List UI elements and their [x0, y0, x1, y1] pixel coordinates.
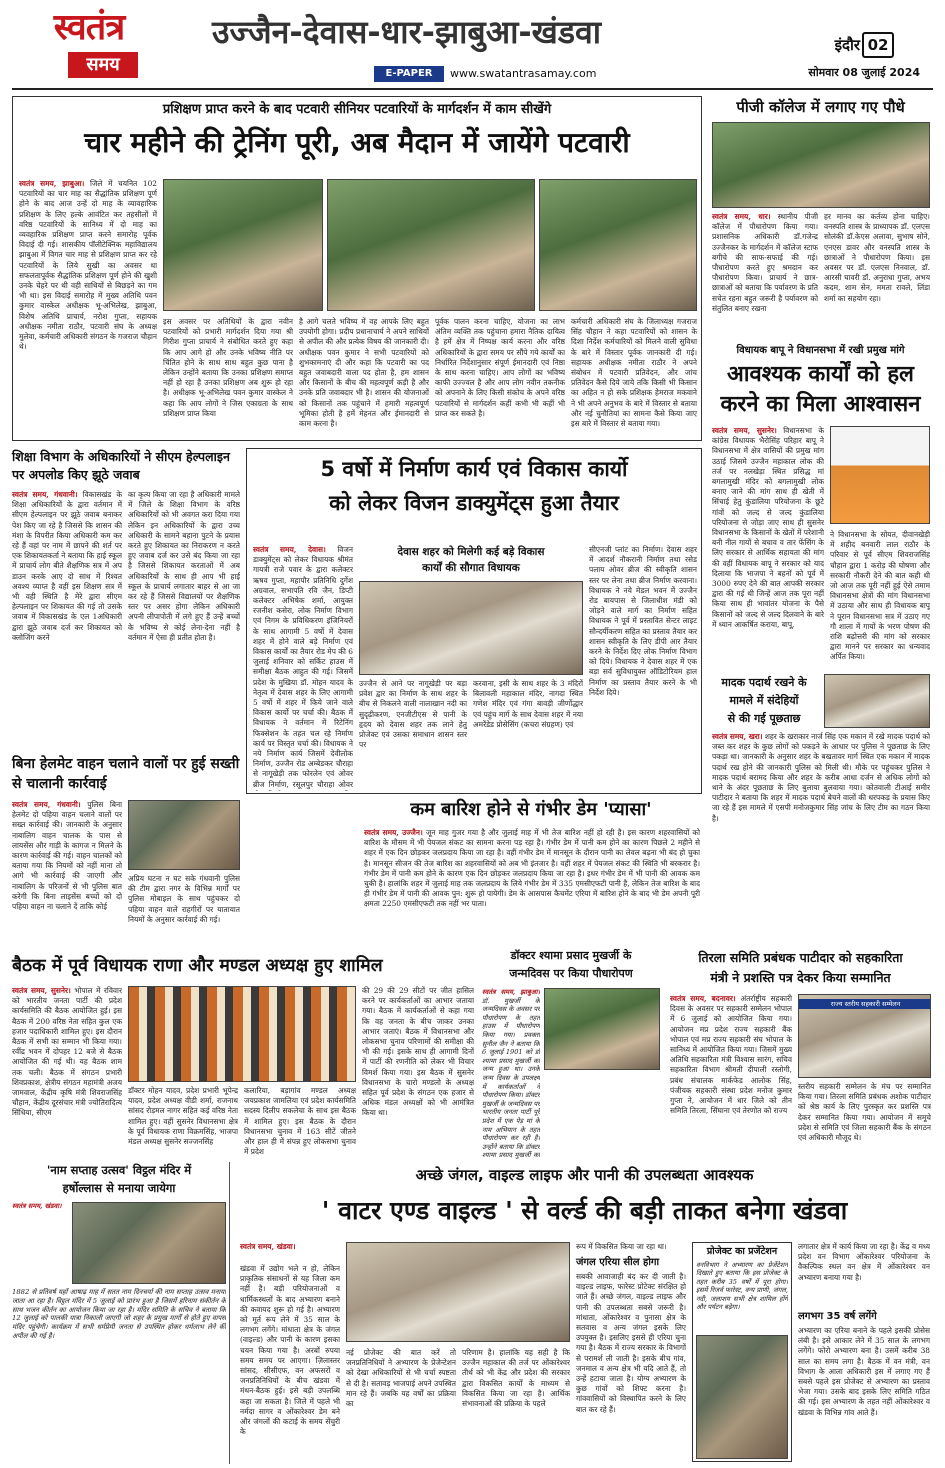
helmet-photo — [128, 800, 240, 870]
masthead-rule — [12, 88, 933, 90]
mukherjee-headline-1: डॉक्टर श्यामा प्रसाद मुखर्जी के — [510, 949, 632, 962]
bapu-portrait — [830, 426, 930, 524]
mp-photo — [824, 674, 930, 728]
helmet-headline: बिना हेलमेट वाहन चलाने वालों पर हुई सख्ती से चालानी कार्रवाई — [12, 756, 240, 792]
pg-col-2: हर मानव का कर्तव्य होना चाहिए। वनस्पति शास्त्र के प्राध्यापक डॉ. एलएस सोलंकी डॉ.केएस अलावा, सुभाष सोने, एनएस डावर और वनस्पति शास्त्र के छात्राओं ने पौधारोपण किया। इस अवसर पर डॉ. एलएस निनवाल, डॉ. आरसी घावरी डॉ. अनुराधा गुप्ता, अभय कदम, शाम सेन, ममता रावले, लिंडा शर्मा का सहयोग रहा। — [824, 212, 930, 303]
vision-col-1-text: विजन डाक्युमेंट्स को लेकर विधायक श्रीमंत गायत्री राजे पवार के द्वारा कलेक्टर ऋषव गुप्ता, महापौर प्रतिनिधि दुर्गेश अग्रवाल, सभापति रवि जैन, डिप्टी कलेक्टर अभिषेक शर्मा, आयुक्त रजनीश कसेरा, लोक निर्माण विभाग एवं निगम के प्रविधिकरण इंजिनियरों के साथ आगामी 5 वर्षो में देवास शहर में होने वाले बड़े निर्माण एवं विकास कार्यों का तैयार रोड मेप की 6 जुलाई शनिवार को सर्किट हाउस में समीक्षा बैठक आहुत की गई। जिसमें प्रदेश के मुखिया डॉ. मोहन यादव के नेतृत्व में देवास शहर के लिए आगामी 5 वर्षो में शहर में किये जाने वाले विकास कार्यो पर चर्चा की। बैठक में विधायक ने वर्तमान में रिटेनिंग फिक्सेशन के तहत चल रहे निर्माण कार्य पर विस्तृत चर्चा की। विधायक ने नये निर्माण कार्य जिसमें देवीलोक निर्माण, उज्जैन रोड अम्बेडकर चौराहा से नागूखेड़ी तक फोरलेन एवं ओवर ब्रीज निर्माण, रसूलपुर चौराहा ओवर — [253, 545, 353, 789]
water-col-5: लगातार क्षेत्र में कार्य किया जा रहा है। केंद्र व मध्य प्रदेश वन विभाग ओंकारेश्वर परियोजना के वैकल्पिक स्थल वन क्षेत्र में ओंकारेश्वर वन अभ्यारण बनाया गया है। — [798, 1242, 930, 1282]
logo-top-text: स्वतंत्र — [53, 7, 125, 48]
naam-headline-2: हर्षोल्लास से मनाया जायेगा — [62, 1181, 176, 1195]
tirla-col-2: स्तरीय सहकारी सम्मेलन के मंच पर सम्मानित किया गया। तिरला समिति प्रबंधक अशोक पाटीदार को श्रेष्ठ कार्य के लिए पुरस्कृत कर प्रशस्ति पत्र देकर सम्मानित किया गया। आयोजन में समूचे प्रदेश से समिति एवं जिला सहकारी बैंक के संगठन एवं अधिकारी मौजूद थे। — [798, 1082, 931, 1143]
water-box-photo — [696, 1335, 788, 1459]
vision-col-2: उज्जैन से आने पर नागूखेड़ी पर बड़ा प्रवेश द्वार का निर्माण के साथ शहर के बीच से निकलने वाली नालाखान नदी का सुदृढ़ीकरण, एनजीटीएस से पानी के हृदय को देवास शहर तक लाने हेतु प्रोजेक्ट एवं उसका समाधान शासन स्तर पर — [359, 679, 467, 750]
bapu-col-1 — [712, 426, 824, 666]
mp-headline-2: मामले में संदेहियों — [729, 694, 799, 707]
vision-col-3: करवाना, इसी के साथ शहर के 3 मंदिरों बिलावली महाकाल मंदिर, नागदा स्थित गणेश मंदिर एवं गंगा बावड़ी जीर्णोद्धार एवं पहुंच मार्ग के साथ देवास शहर में नया अमरेंडेड प्रोसेसिंग (कचरा संग्रहण) एवं — [473, 679, 583, 729]
rana-col-2: डॉक्टर मोहन यादव, प्रदेश प्रभारी भूपेन्द्र यादव, प्रदेश अध्यक्ष वीडी शर्मा, राजनाथ सांसद रोड़मल नागर सहित कई वरिष्ठ नेता शामिल हुए। वहीं सुसनेर विधानसभा क्षेत्र के पूर्व विधायक राणा विक्रमसिंह, भाजपा मंडल अध्यक्ष सुसनेर सज्जनसिंह — [128, 1086, 238, 1147]
city-label: इंदौर — [834, 36, 860, 54]
page-number: 02 — [867, 36, 889, 54]
water-photo — [346, 1242, 570, 1342]
story-helmet — [12, 754, 240, 954]
naam-photo — [72, 1202, 226, 1284]
website-link[interactable]: www.swatantrasamay.com — [450, 67, 597, 80]
patwari-col-5: कर्मचारी अधिकारी संघ के जिलाध्यक्ष गजराज सिंह चौहान ने कहा पटवारियों को शासन के दिशा निर्देश कर्मचारियों को मिलने वाली सुविधा के बारे में विस्तार पूर्वक जानकारी दी गई। सहायक अधीक्षक नमीता राठौर ने अपने संबोधन में पटवारी प्रतिवेदन, और जांच प्रतिवेदन कैसे दिये जाये तकि किसी भी किसान का अहित न हो सके प्रशिक्षक हेमराज मकवाने ने भी अपने अनुभव के बारे में विस्तार से बताया और नई चुनौतियां का सामना कैसे किया जाए इस बारे में विस्तार से बताया गया। — [571, 317, 697, 429]
rana-col-4: की 29 की 29 सीटों पर जीत हासिल करने पर कार्यकर्ताओं का आभार जताया गया। बैठक में कार्यकर्ताओं से कहा गया कि वह जनता के बीच जाकर उनका आभार जताएं। बैठक में विधानसभा और लोकसभा चुनाव परिणामों की समीक्षा की भी की गई। इसके साथ ही आगामी दिनों में पार्टी की रणनीति को लेकर भी विचार विमर्श किया गया। इस बैठक में सुसनेर विधानसभा के चारो मण्डलो के अध्यक्ष सहित पूर्व प्रदेश के संगठन एक हजार से अधिक मंडल अध्यक्षों को भी आमंत्रित किया था। — [362, 986, 474, 1118]
bapu-headline-2: करने का मिला आश्वासन — [720, 392, 921, 417]
pg-photo — [712, 122, 930, 208]
story-shiksha — [12, 448, 240, 748]
vision-subkicker-2: कार्यों की सौगात विधायक — [422, 562, 520, 574]
story-pg-college — [708, 96, 933, 341]
mukherjee-text-body: डॉ. मुखर्जी के जन्मदिवस के अवसर पर पौधारोपण के तहत हाउस में पौधारोपण किया गया। प्रवक्ता सुनील जैन ने बताया कि 6 जुलाई 1901 को डॉ श्यामा प्रसाद मुखर्जी का जन्म हुआ था। उनके जन्म दिवस के उपलक्ष्य में कार्यकर्ताओं ने पौधारोपण किया। डॉक्टर मुखर्जी के जन्मदिवस पर भारतीय जनता पार्टी पूरे प्रदेश में एक पेड़ मां के नाम अभियान के तहत पौधारोपण कर रही है। उन्होंने बताया कि डॉक्टर श्यामा प्रसाद मुखर्जी का — [482, 996, 540, 1160]
patwari-col-2: इस अवसर पर अतिथियों के द्वारा नवीन पटवारियों को प्रभारी मार्गदर्शन दिया गया श्री गिरीश गुप्ता प्राचार्य ने संबोधित करते हुए कहा कि आप आगे हो और उनके भविष्य नीति पर चिंतित होने के साथ साथ बहुत कुछ पाना है लेकिन उन्होंने बताया कि उनका प्रशिक्षण समाप्त नहीं हो रहा है उनका प्रशिक्षण अब शुरू हो रहा है। अधीक्षक भू-अभिलेख पवन कुमार वास्केल ने कहा कि आप लोगों ने जिस एकाग्रता के साथ प्रशिक्षण प्राप्त किया — [163, 317, 293, 418]
rana-col-1 — [12, 986, 122, 1162]
bapu-kicker: विधायक बापू ने विधानसभा में रखी प्रमुख मांगे — [736, 345, 905, 356]
rana-col-1-text: भोपाल में रविवार को भारतीय जनता पार्टी की प्रदेश कार्यसमिति की बैठक आयोजित हुई। इस बैठक में 200 वरिष्ठ नेता सहित कुल एक हजार पदाधिकारी शामिल हुए। इस दौरान बैठक में सभी का सम्मान भी किया गया। रवींद्र भवन में दोपहर 12 बजे से बैठक आयोजित की गई थी। यह बैठक शाम तक चली। बैठक में संगठन प्रभारी शिवप्रकाश, क्षेत्रीय संगठन महामंत्री अजय जामवाल, केंद्रीय कृषि मंत्री शिवराजसिंह चौहान, केंद्रीय दूरसंचार मंत्री ज्योतिरादित्य सिंधिया, सीएम — [12, 986, 122, 1118]
shiksha-dateline: स्वतंत्र समय, गंधवानी। — [12, 490, 78, 499]
shiksha-col-1-text: विकासखंड के शिक्षा अधिकारियों के द्वारा वर्तमान में सीएम हेल्पलाइन पर झूठे जवाब बनाकर पेश किए जा रहे है जिससे कि शासन की मंशा के विपरीत किया अधिकारी कम कर रहे हैं वहां पर नाम में छापने की शर्त पर एक शिकायतकर्ता ने बताया कि हाई स्कूल में प्राचार्य लोग बीते शैक्षणिक सत्र में अप डाउन करके आए दो साथ में रिश्वत अवश्य व्याप्त है वहीं इस शिक्षण सत्र में भी वही स्थिति है मेरे द्वारा सीएम हेल्पलाइन पर शिकायत की गई तो उसके जवाब में विकासखंड के एल 1अधिकारी द्वारा झूठे जवाब दर्ज कर शिकायत को क्लोजिंग करने — [12, 490, 122, 642]
water-headline: ' वाटर एण्ड वाइल्ड ' से वर्ल्ड की बड़ी ताकत बनेगा खंडवा — [321, 1196, 848, 1225]
story-tirla — [668, 948, 933, 1162]
epaper-label: E-PAPER — [385, 68, 433, 79]
pg-dateline: स्वतंत्र समय, धार। — [712, 212, 771, 221]
tirla-dateline: स्वतंत्र समय, बदनावर। — [670, 994, 736, 1003]
logo-bottom-text: समय — [86, 54, 120, 75]
patwari-photo-1 — [163, 179, 323, 311]
water-dateline: स्वतंत्र समय, खंडवा। — [240, 1242, 296, 1251]
patwari-photo-2 — [327, 179, 535, 311]
story-vision — [246, 448, 702, 794]
mp-dateline: स्वतंत्र समय, खरा। — [712, 732, 763, 741]
patwari-col-3: है आगे चलते भविष्य में वह आपके लिए बहुत उपयोगी होगा। प्रदीप प्रधानाचार्य ने अपने साथियों से अपील की और प्रत्येक विषय की जानकारी दी। अधीक्षक पवन कुमार ने सभी पटवारियों को शुभकामनाएं दी और कहा कि पटवारी का पद बहुत जवाबदारी वाला पद होता है, हम शासन और किसानों के बीच की महत्वपूर्ण कड़ी है और उनके प्रति जवाबदार भी है। शासन की योजनाओं को किसानों तक पहुंचाने में हमारी महत्वपूर्ण भूमिका होती है हमें मेहनत और ईमानदारी से काम करना है। — [299, 317, 429, 429]
patwari-col-1 — [19, 179, 157, 437]
patwari-headline: चार महीने की ट्रेनिंग पूरी, अब मैदान में जायेंगे पटवारी — [84, 126, 630, 159]
shiksha-col-1 — [12, 490, 122, 746]
helmet-col-1-text: पुलिस बिना हेलमेट दो पहिया वाहन चलाने वालों पर सख्त कार्रवाई की। जानकारी के अनुसार नाबालिग वाहन चालक के पास से लायसेंस और गाड़ी के कागज न मिलने के कारण कार्रवाई की गई। वाहन चालकों को बताया गया कि नियमों को नहीं माना तो आगे भी कार्रवाई की जाएगी और नाबालिग के परिजनों से भी पुलिस बात करेगी कि बिना लाइसेंस बच्चों को दो पहिया वाहन ना चलाने दें ताकि कोई — [12, 800, 122, 912]
vision-dateline: स्वतंत्र समय, देवास। — [253, 545, 326, 554]
helmet-col-2: अप्रिय घटना न घट सके गंधवानी पुलिस की टीम द्वारा नगर के विभिन्न मार्गों पर पुलिस मोबाइल के साथ पहुंचकर दो पहिया वाहन वाले राहगीरों पर यातायात नियमों के अनुसार कार्रवाई की गई। — [128, 874, 240, 924]
masthead — [0, 0, 945, 92]
rana-headline: बैठक में पूर्व विधायक राणा और मण्डल अध्यक्ष हुए शामिल — [12, 956, 383, 976]
patwari-photo-3 — [539, 179, 697, 311]
bapu-col-2: ने विधानसभा के सोयत, दीवानखेड़ी में शहीद बनवारी लाल राठौर के परिवार से पूर्व सीएम शिवराजसिंह चौहान द्वारा 1 करोड़ की घोषणा और सरकारी नौकरी देने की बात कही थी जो आज तक पूरी नहीं हुई ऐसे तमाम विधानसभा क्षेत्रों की मांग विधानसभा में उठाया और साथ ही विधायक बापू ने पूरान विधानसभा सत्र में उठाए गए गौ शाला में गायों के भरण पोषण की राशि बढ़ोत्तरी की मांग को सरकार द्वारा मानने पर सरकार का धन्यवाद अर्पित किया। — [830, 530, 930, 662]
water-col-2: सबकी आवाजाही बंद कर दी जाती है। वाइल्ड लाइफ, फारेस्ट प्रोटेक्ट संरक्षित हो जाते हैं। अच्छे जंगल, वाइल्ड लाइफ और पानी की उपलब्धता सबसे जरूरी है। मांधाता, ओंकारेश्वर व पुनासा क्षेत्र के सतवास व अन्य जंगल इसके लिए उपयुक्त है। इसलिए इससे ही एरिया चुना गया है। बैठक में राज्य सरकार के विभागों से परामर्श ली जाती है। इसके बीच गांव, जनमाल व अन्य क्षेत्र भी यदि आते हैं, तो उन्हें हटाया जाता है। योग्य अभ्यारण के कुछ गांवों को शिफ्ट करना है। गांववासियों को विस्थापित करने के लिए बात कर रहे हैं। — [576, 1272, 686, 1414]
rana-photo — [128, 986, 356, 1082]
dam-text — [364, 828, 700, 946]
pg-col-1-text: स्थानीय पीजी कॉलेज में पौधारोपण किया गया। प्रशासनिक अधिकारी डॉ.गजेन्द्र उज्जैनकर के मार्गदर्शन में कॉलेज स्टाफ बगीचे की साफ-सफाई की गई। पौधारोपण करते हुए श्रमदान कर पौधारोपण किया। प्राचार्य ने छात्र-छात्राओं को बताया कि पर्यावरण के प्रति सचेत रहना बहुत जरूरी है पर्यावरण को संतुलित बनाए रखना — [712, 212, 818, 313]
mukherjee-headline-2: जन्मदिवस पर किया पौधारोपण — [509, 967, 633, 980]
dam-text-body: जून माह गुजर गया है और जुलाई माह में भी तेज बारिश नहीं हो रही है। इस कारण शहरवासियों को बारिश के मौसम में भी पेयजल संकट का सामना करना पड़ रहा है। गंभीर डेम में पानी कम होने का कारण पिछले 2 महीने से शहर में एक दिन छोड़कर जलप्रदाय किया जा रहा है। वहीं गंभीर डेम में मानसून के दौरान पानी का लेवल बढ़ना भी बंद हो चुका है। मानसून सीजन की तेज बारिश का शहरवासियों को अब भी इंतजार है। वहीं शहर में पेयजल संकट की स्थिति भी बरकरार है। गंभीर डेम में पानी कम होने के कारण एक दिन छोड़कर जलप्रदाय किया जा रहा है। इधर गंभीर डेम में भी पानी की आवक कम चुकी है। हालांकि शहर में जुलाई माह तक जलप्रदाय के लिये गंभीर डेम में 335 एमसीएफटी पानी है, लेकिन तेज बारिश के बाद ही गंभीर डेम में पानी की आवक पुन: शुरू हो पायेगी। डेम के आसपास कैचमेंट एरिया में बारिश होने के बाद भी डेम अपनी पूरी क्षमता 2250 एमसीएफटी तक नहीं भर पाता। — [364, 828, 700, 909]
rana-col-3: कलारिया, बड़ागांव मण्डल अध्यक्ष जयप्रकाश जामलिया एवं प्रदेश कार्यसमिति सदस्य दिलीप सकलेचा के साथ इस बैठक में शामिल हुए। इस बैठक के दौरान विधानसभा चुनाव में 163 सीटें जीतने और हाल ही में संपन्न हुए लोकसभा चुनाव में प्रदेश — [244, 1086, 356, 1157]
vision-headline-2: को लेकर विजन डाक्युमेंट्स हुआ तैयार — [329, 491, 619, 515]
mp-text — [712, 732, 930, 882]
water-box — [692, 1242, 792, 1462]
pg-col-1 — [712, 212, 818, 340]
story-water — [236, 1162, 933, 1464]
naam-text-top — [12, 1202, 68, 1302]
water-col-5-text: अभ्यारण का एरिया बनाने के पहले इसकी प्रोसेस लंबी है। इसे आकार लेने में 35 साल के लगभग लगेंगे। फोरो अभ्यारण बना है। उसमें करीब 38 साल का समय लगा है। बैठक में वन मंत्री, वन विभाग के आला अधिकारी इस में लगाए गए हैं सबसे पहले इस प्रोजेक्ट से अभ्यारण का प्रस्ताव भेजा गया। उसके बाद इसके लिए समिति गठित की गई। इस अभ्यारण के तहत नहीं ओंकारेश्वर व खंडवा के विभिन्न गांव आते हैं। — [798, 1326, 930, 1417]
mp-headline-3: से की गई पूछताछ — [727, 712, 801, 725]
vision-col-1 — [253, 545, 353, 791]
vision-photo — [359, 581, 583, 675]
bapu-dateline: स्वतंत्र समय, सुसनेर। — [712, 426, 777, 435]
water-box-text: वनविभाग ने अभ्यारण का प्रेजेंटेशन दिखाते हुए बताया कि इस प्रोजेक्ट के तहत करीब 35 वर्षों में पूरा होगा। इसमें रिजर्व फारेस्ट, वन्य प्राणी, जंगल, नदी, जलाशय सभी क्षेत्र शामिल होंगे और पर्यटन बढ़ेगा। — [696, 1261, 788, 1312]
water-col-4: परिणाम है। हालांकि यह सही है कि उज्जैन महाकाल की तर्ज पर ओंकारेश्वर तीर्थ को भी केंद्र और प्रदेश की सरकार द्वारा विकसित कार्यों के माध्यम से विकसित किया जा रहा है। आर्थिक संभावनाओं की प्रक्रिया के पहले — [462, 1348, 570, 1409]
story-madak — [708, 674, 933, 884]
story-naam — [12, 1162, 230, 1464]
mukherjee-photo — [544, 988, 660, 1070]
water-box-head: प्रोजेक्ट का प्रजेंटेशन — [706, 1246, 778, 1257]
story-mukherjee — [480, 948, 662, 1160]
water-col-3: नई प्रोजेक्ट की बात करें तो जनप्रतिनिधियों ने अभ्यारण के प्रेजेन्टेशन को देखा अधिकारियों से भी चर्चा स्पष्टता से दी है। सतावड़ भाजपाई अपने उपस्थित मान रहे हैं। जबकि यह वर्षों का प्रक्रिया का — [346, 1348, 456, 1409]
patwari-dateline: स्वतंत्र समय, झाबुआ। — [19, 179, 85, 188]
water-kicker: अच्छे जंगल, वाइल्ड लाइफ और पानी की उपलब्धता आवश्यक — [415, 1166, 754, 1184]
tirla-col-1-text: अंतर्राष्ट्रीय सहकारी दिवस के अवसर पर सहकारी सम्मेलन भोपाल में 6 जुलाई को आयोजित किया गया। आयोजन मप्र प्रदेश राज्य सहकारी बैंक भोपाल एवं मप्र राज्य सहकारी संघ भोपाल के सानिध्य में आयोजित किया गया। जिसमें मुख्य अतिथि सहकारिता मंत्री विश्वास सारंग, सचिव सहकारिता विभाग श्रीमती दीपाली रस्तोगी, प्रबंध संचालक मार्कफेड आलोक सिंह, पंजीयक सहकारी संस्था प्रदेश मनोज कुमार गुप्ता ने, आयोजन में धार जिले को तीन समिति तिरला, सिंघाना एवं तेरणोत को राज्य — [670, 994, 792, 1116]
patwari-col-1-text: जिले में चयनित 102 पटवारियों का चार माह का सैद्धांतिक प्रशिक्षण पूर्ण होने के बाद आज उन्हें दो माह के व्यावहारिक प्रशिक्षण के लिए हल्के आवंटित कर तहसीलों में वरिष्ठ पटवारियों के सानिध्य में दो माह का व्यवहारिक प्रशिक्षण प्राप्त करने समारोह पूर्वक विदाई दी गई। शासकीय पॉलीटेक्निक महाविद्यालय झाबुआ में विगत चार माह से प्रशिक्षण प्राप्त कर रहे पटवारियों के लिये सुखी का अवसर था सफलतापूर्वक सैद्धांतिक प्रशिक्षण पूर्ण होने की खुशी उनके चेहरे पर थी वही साथियों से बिछड़ने का गम भी था। इस विदाई समारोह में मुख्य अतिथि पवन कुमार वास्केल अधीक्षक भू-अभिलेख, झाबुआ, विशेष अतिथि प्राचार्य, नरोश गुप्ता, सहायक अधीक्षक नमीता राठौर, पटवारी संघ के अध्यक्ष मुलेवा, कर्मचारी अधिकारी संगठन के गजराज चौहान थे। — [19, 179, 157, 352]
mp-text-body: शहर के खराकार नार्ज सिंह एक मकान में रखे मादक पदार्थ को जब्त कर शहर के कुछ लोगों को पकड़ने के आधार पर पुलिस ने पूछताछ के लिए पकड़ा था। जानकारी के अनुसार शहर के बखतावर मार्ग स्थित एक मकान में मादक पदार्थ रख होने की जानकारी पुलिस को मिली थी। मौके पर पहुंचकर पुलिस ने मादक पदार्थ बरामद किया और शहर के करीब आधा दर्जन से अधिक लोगों को थाने के अंदर पूछताछ के लिए बुलाया बुलवाया गया। कोतवाली टीआई समीर पाटीदार ने बताया कि शहर में मादक पदार्थ बेचने वालों की धरपकड़ के प्रयास किए जा रहे हैं इस मामले में एसपी मनोजकुमार सिंह जांच के लिए टीम का गठन किया है। — [712, 732, 930, 823]
pg-headline: पीजी कॉलेज में लगाए गए पौधे — [736, 98, 905, 116]
naam-headline-1: 'नाम सप्ताह उत्सव' विट्ठल मंदिर में — [46, 1163, 192, 1177]
tirla-headline-2: मंत्री ने प्रशस्ति पत्र देकर किया सम्मानित — [710, 970, 891, 985]
mukherjee-dateline: स्वतंत्र समय, झाबुआ। — [482, 988, 540, 996]
dam-headline: कम बारिश होने से गंभीर डेम 'प्यासा' — [410, 799, 652, 820]
tirla-col-1 — [670, 994, 792, 1162]
patwari-kicker: प्रशिक्षण प्राप्त करने के बाद पटवारी सीनियर पटवारियों के मार्गदर्शन में काम सीखेंगे — [162, 102, 552, 117]
water-col-1-text: खंडवा में उद्योग भले न हो, लेकिन प्राकृतिक संसाधनों से यह जिला कम नहीं है। बड़ी परियोजनाओं व धार्मिकस्थलों के बाद अभ्यारण बनाने की कवायद शुरू हो गई है। अभ्यारण को मूर्त रूप लेने में 35 साल के लगभग लगेंगे। मांधाता क्षेत्र के जंगल (वाइल्ड) और पानी के कारण इसका चयन किया गया है। अरबों रुपया समय समय पर आएगा। ज़िलास्तर सांसद, सीसीएफ, वन अफसरों व जनप्रतिनिधियों के बीच खंडवा में मंथन-बैठक हुई। इसे बड़ी उपलब्धि कहा जा सकता है। जिले में पहले भी नर्मदा सागर व ओंकारेश्वर डेम बने और जंगलों की कटाई के समय सेंचुरी के — [240, 1264, 340, 1437]
story-patwari — [12, 96, 702, 441]
water-col-2-sub: जंगल एरिया सील होगा — [576, 1257, 660, 1268]
tirla-photo-banner: राज्य स्तरीय सहकारी सम्मेलन — [799, 999, 931, 1009]
issue-date: सोमवार 08 जुलाई 2024 — [808, 66, 920, 79]
helmet-dateline: स्वतंत्र समय, गंधवानी। — [12, 800, 81, 809]
helmet-col-1 — [12, 800, 122, 952]
vision-headline-1: 5 वर्षो में निर्माण कार्य एवं विकास कार्यो — [320, 457, 628, 481]
mp-headline-1: मादक पदार्थ रखने के — [721, 676, 807, 689]
bapu-col-1-text: विधानसभा के कांग्रेस विधायक भैरोसिंह परिहार बापू ने विधानसभा में क्षेत्र वासियों की प्रमुख मांग उठाई जिसमे उज्जैन महाकाल लोक की तर्ज पर नलखेड़ा स्थित प्रसिद्ध मां बगलामुखी मंदिर को बगलामुखी लोक बनाए जाने की मांग साथ ही खेती में सिंचाई हेतु कुंडालिया परियोजना के छूटे गांवों को जल्द से जल्द कुंडालिया परियोजना से जोड़ा जाए साथ ही सुसनेर विधानसभा के किसानों के खेतों में परेशानी बनी नील गायों से बचाव व तार फेंसिंग के लिए सरकार से आर्थिक सहायता की मांग की वहीं विधायक बापू ने सरकार को याद दिलाया कि भाजपा ने बहनों को पूर्व में 3000 रुपए देने की बात आपकी सरकार द्वारा की गई थी जिन्हें आज तक पूरा नहीं किया साथ ही भावांतर योजना के पैसे किसानों को जल्द से जल्द दिलवाने के बारे में ध्यान आकर्षित कराया, बापू, — [712, 426, 824, 629]
rana-dateline: स्वतंत्र समय, सुसनेर। — [12, 986, 71, 995]
shiksha-col-2: का कृत्य किया जा रहा है अधिकारी मामले में जिले के शिक्षा विभाग के वरिष्ठ अधिकारियों को भी अवगत करा दिया गया लेकिन इन अधिकारियों के द्वारा उच्च अधिकारी के सामने बहाना पुटने के प्रयास करते हुए शिकायत का निराकरण न करते हुए जवाब दर्ज कर उसे बंद किया जा रहा है जिससे शिकायत करताओं में अब अधिकारियों के साथ ही आप भी हाई स्कूल के प्राचार्य लगातार बाहर से आ जा कर रहे हैं जिससे विद्यालयों पर शैक्षणिक स्तर पर असर होगा लेकिन अधिकारी अपनी लीपापोती में लगे हुए हैं उन्हें बच्चों के भविष्य से कोई लेना-देना नहीं है वर्तमान में ऐसा ही प्रतीत होता है। — [128, 490, 240, 642]
story-bapu — [708, 344, 933, 670]
dam-dateline: स्वतंत्र समय, उज्जैन। — [364, 828, 423, 837]
naam-text: 1882 से प्रतिवर्ष यहाँ आषाढ़ माह में सतत नाम दिनचर्या की नाम सप्ताह उत्सव मनाया जाता आ रहा है। विट्ठल मंदिर में 5 जुलाई को प्रारंभ हुआ है जिसमें हरिनाम संकीर्तन के साथ भजन कीर्तन का आयोजन किया जा रहा है। मंदिर समिति के सचिव ने बताया कि 12 जुलाई को पालकी यात्रा निकाली जाएगी जो शहर के प्रमुख मार्गों से होते हुए वापस मंदिर पहुंचेगी। कार्यक्रम में सभी धर्मप्रेमी जनता से उपस्थित होकर धर्मलाभ लेने की अपील की गई है। — [12, 1288, 226, 1340]
vision-col-4: सीएनजी प्लांट का निर्माण। देवास शहर में आदर्श नौकरानी निर्माण तथा रसेड पलाय ओवर ब्रीज की स्वीकृति शासन स्तर पर लेना तथा ब्रीज निर्माण करवाना। विधायक ने नये मेडल भवन में उज्जैन रोड बायपास से जिलाधीश मंडी को जोड़ने वाले मार्ग का निर्माण सहित विधायक ने पूर्व में प्रस्तावित सेन्टर लाइट सौन्दर्यीकरण सहित का प्रस्ताव तैयार कर शासन स्वीकृति के लिए डीपी आर तैयार करने के निर्देश दिए लोक निर्माण विभाग को दिये। विधायक ने देवास शहर में एक बड़ा सर्व सुविधायुक्त ऑडिटोरियम हाल निर्माण का प्रस्ताव तैयार करने के भी निर्देश दिये। — [589, 545, 697, 697]
patwari-col-4: पूर्वक पालन करना चाहिए, योजना का लाभ अंतिम व्यक्ति तक पहुंचाना हमारा नैतिक दायित्व है हमें क्षेत्र में निष्पक्ष कार्य करना और वरिष्ठ अधिकारियों के द्वारा समय पर सौंपे गये कार्यों का निर्धारित निर्देशानुसार संपूर्ण ईमानदारी एवं निष्ठा के साथ करना चाहिए। आप लोगों का भविष्य काफी उज्ज्वल है और आप लोग नवीन तकनीक को अपनाने के लिए किसी संकोच के अपने वरिष्ठ पटवारियों से मार्गदर्शन कहीं कभी भी कहीं भी प्राप्त कर सकते है। — [435, 317, 565, 418]
edition-title: उज्जैन-देवास-धार-झाबुआ-खंडवा — [212, 13, 602, 51]
shiksha-headline: शिक्षा विभाग के अधिकारियों ने सीएम हेल्पलाइन पर अपलोड किए झूठे जवाब — [12, 449, 230, 482]
naam-dateline: स्वतंत्र समय, खंडवा। — [12, 1202, 62, 1210]
tirla-headline-1: तिरला समिति प्रबंधक पाटीदार को सहकारिता — [698, 950, 903, 965]
tirla-photo — [798, 994, 931, 1078]
vision-subkicker-1: देवास शहर को मिलेगी कई बड़े विकास — [397, 546, 545, 558]
water-col-5-sub: लगभग 35 वर्ष लगेंगे — [798, 1311, 877, 1322]
story-dam — [360, 796, 702, 946]
logo — [24, 6, 154, 84]
water-col-2-lead: रूप में विकसित किया जा रहा था। — [576, 1242, 667, 1251]
mukherjee-text — [482, 988, 540, 1160]
bapu-headline-1: आवश्यक कार्यों को हल — [727, 362, 914, 387]
story-rana — [12, 952, 474, 1162]
